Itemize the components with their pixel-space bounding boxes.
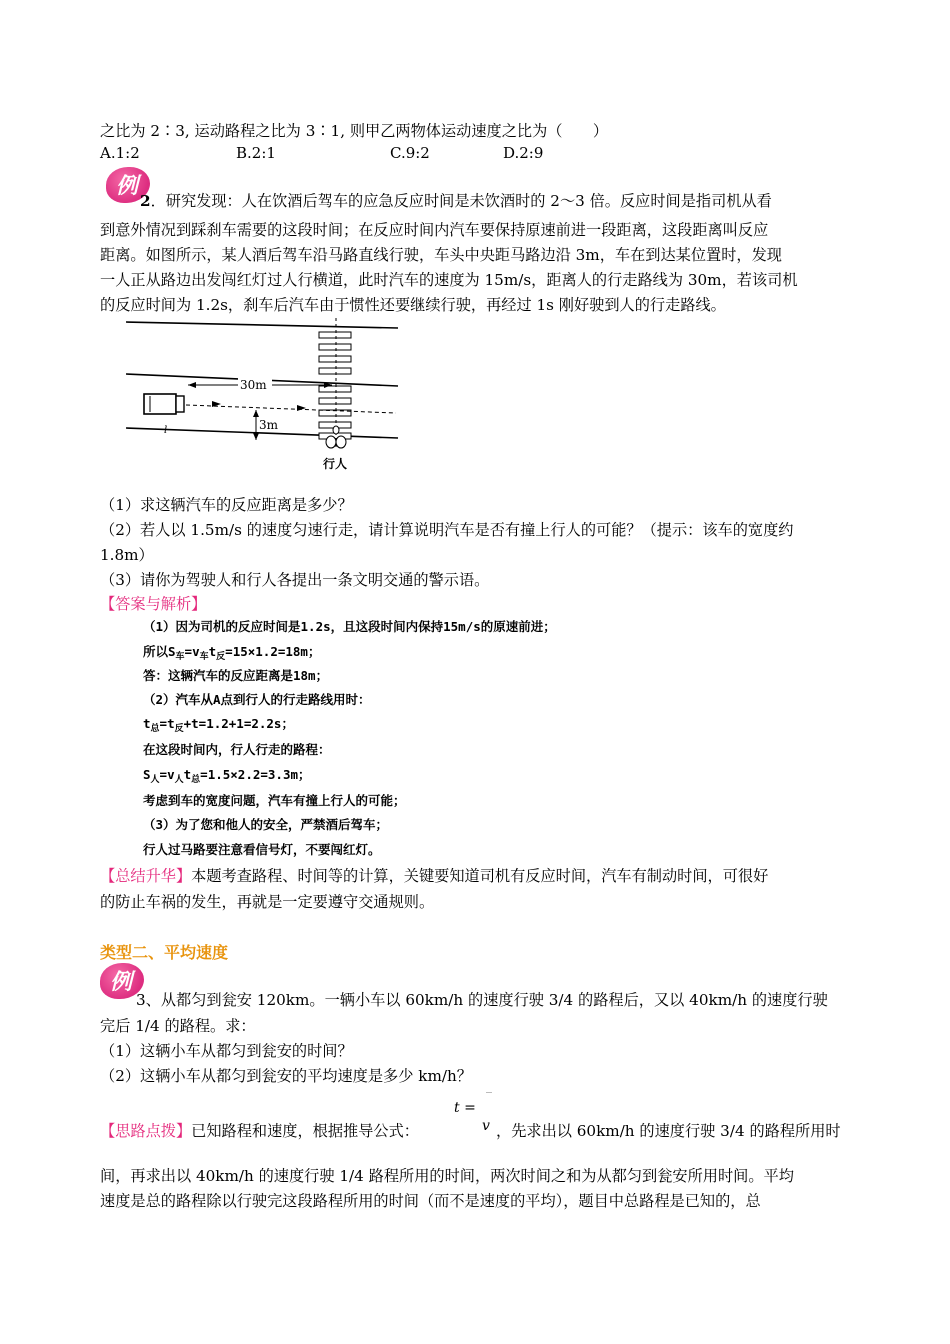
option-d: D.2:9 <box>503 144 544 162</box>
q2-line-4: 一人正从路边出发闯红灯过人行横道，此时汽车的速度为 15m/s，距离人的行走路线为 30m，若该司机 <box>100 271 798 289</box>
q3-sub-1: （1）这辆小车从都匀到瓮安的时间？ <box>100 1042 353 1060</box>
answer-line-8: 考虑到车的宽度问题，汽车有撞上行人的可能； <box>143 793 406 808</box>
svg-text:l: l <box>164 425 168 436</box>
road-diagram <box>126 318 402 476</box>
q2-line-3: 距离。如图所示，某人酒后驾车沿马路直线行驶，车头中央距马路边沿 3m，车在到达某位置时，发现 <box>100 246 782 264</box>
example-badge-icon: 例 <box>106 167 150 203</box>
formula-placeholder <box>486 1092 492 1093</box>
road-top-edge <box>126 322 398 328</box>
q2-number: 2 <box>140 192 151 210</box>
summary-line-1: 【总结升华】本题考查路程、时间等的计算，关键要知道司机有反应时间，汽车有制动时间，可很好 <box>100 867 769 885</box>
label-pedestrian: 行人 <box>323 457 348 471</box>
summary-line-2: 的防止车祸的发生，再就是一定要遵守交通规则。 <box>100 893 435 911</box>
summary-title: 【总结升华】 <box>100 867 192 885</box>
answer-line-9: （3）为了您和他人的安全，严禁酒后驾车； <box>143 817 389 832</box>
answer-line-6: 在这段时间内，行人行走的路程： <box>143 742 331 757</box>
hint-line: 【思路点拨】已知路程和速度，根据推导公式： <box>100 1122 419 1140</box>
hint-title: 【思路点拨】 <box>100 1122 192 1140</box>
hint-line-3: 速度是总的路程除以行驶完这段路程所用的时间（而不是速度的平均），题目中总路程是已知的，总 <box>100 1192 761 1210</box>
option-b: B.2:1 <box>236 144 276 162</box>
answer-line-2: 所以$S_车=v_车t_反=15\times 1.2=18m$； <box>143 644 321 662</box>
q2-sub-1: （1）求这辆汽车的反应距离是多少？ <box>100 496 353 514</box>
q3-line-2: 完后 1/4 的路程。求： <box>100 1017 256 1035</box>
answer-line-5: $t_总=t_反+t=1.2+1=2.2s$； <box>143 716 294 734</box>
q3-line-1: 3、从都匀到瓮安 120km。一辆小车以 60km/h 的速度行驶 3/4 的路程后，又以 40km/h 的速度行驶 <box>136 991 828 1009</box>
q2-line-1: 2．研究发现：人在饮酒后驾车的应急反应时间是未饮酒时的 2～3 倍。反应时间是指司机从看 <box>140 192 772 210</box>
q2-sub-3: （3）请你为驾驶人和行人各提出一条文明交通的警示语。 <box>100 571 490 589</box>
answer-line-4: （2）汽车从A点到行人的行走路线用时： <box>143 692 371 707</box>
q2-sub-2: （2）若人以 1.5m/s 的速度匀速行走，请计算说明汽车是否有撞上行人的可能？（提示：该车的宽度约 <box>100 521 794 539</box>
q2-line-2: 到意外情况到踩刹车需要的这段时间；在反应时间内汽车要保持原速前进一段距离，这段距离叫反应 <box>100 221 769 239</box>
q2-sub-2-cont: 1.8m） <box>100 546 154 564</box>
answer-line-1: （1）因为司机的反应时间是1.2s，且这段时间内保持15m/s的原速前进； <box>143 619 556 634</box>
hint-line-2: 间，再求出以 40km/h 的速度行驶 1/4 路程所用的时间，两次时间之和为从都匀到瓮安所用时间。平均 <box>100 1167 794 1185</box>
answer-line-7: $S_人=v_人t_总=1.5\times 2.2=3.3m$； <box>143 767 311 785</box>
answer-line-3: 答：这辆汽车的反应距离是18m； <box>143 668 329 683</box>
car-icon <box>144 394 184 414</box>
answer-line-10: 行人过马路要注意看信号灯，不要闯红灯。 <box>143 842 381 857</box>
answer-title: 【答案与解析】 <box>100 595 207 613</box>
formula-v: v <box>482 1118 490 1134</box>
q1-stem: 之比为 2∶3, 运动路程之比为 3∶1, 则甲乙两物体运动速度之比为（ ） <box>100 122 609 140</box>
example-badge-icon: 例 <box>100 963 144 999</box>
option-c: C.9:2 <box>390 144 430 162</box>
q2-line-5: 的反应时间为 1.2s，刹车后汽车由于惯性还要继续行驶，再经过 1s 刚好驶到人的行走路线。 <box>100 296 726 314</box>
q3-sub-2: （2）这辆小车从都匀到瓮安的平均速度是多少 km/h？ <box>100 1067 472 1085</box>
hint-after: ，先求出以 60km/h 的速度行驶 3/4 的路程所用时 <box>496 1122 841 1140</box>
label-30m: 30m <box>240 378 267 392</box>
car-travel-line <box>186 405 396 413</box>
label-3m: 3m <box>259 418 279 432</box>
option-a: A.1:2 <box>100 144 140 162</box>
formula-t: t = <box>454 1100 476 1116</box>
section-title: 类型二、平均速度 <box>100 943 229 962</box>
